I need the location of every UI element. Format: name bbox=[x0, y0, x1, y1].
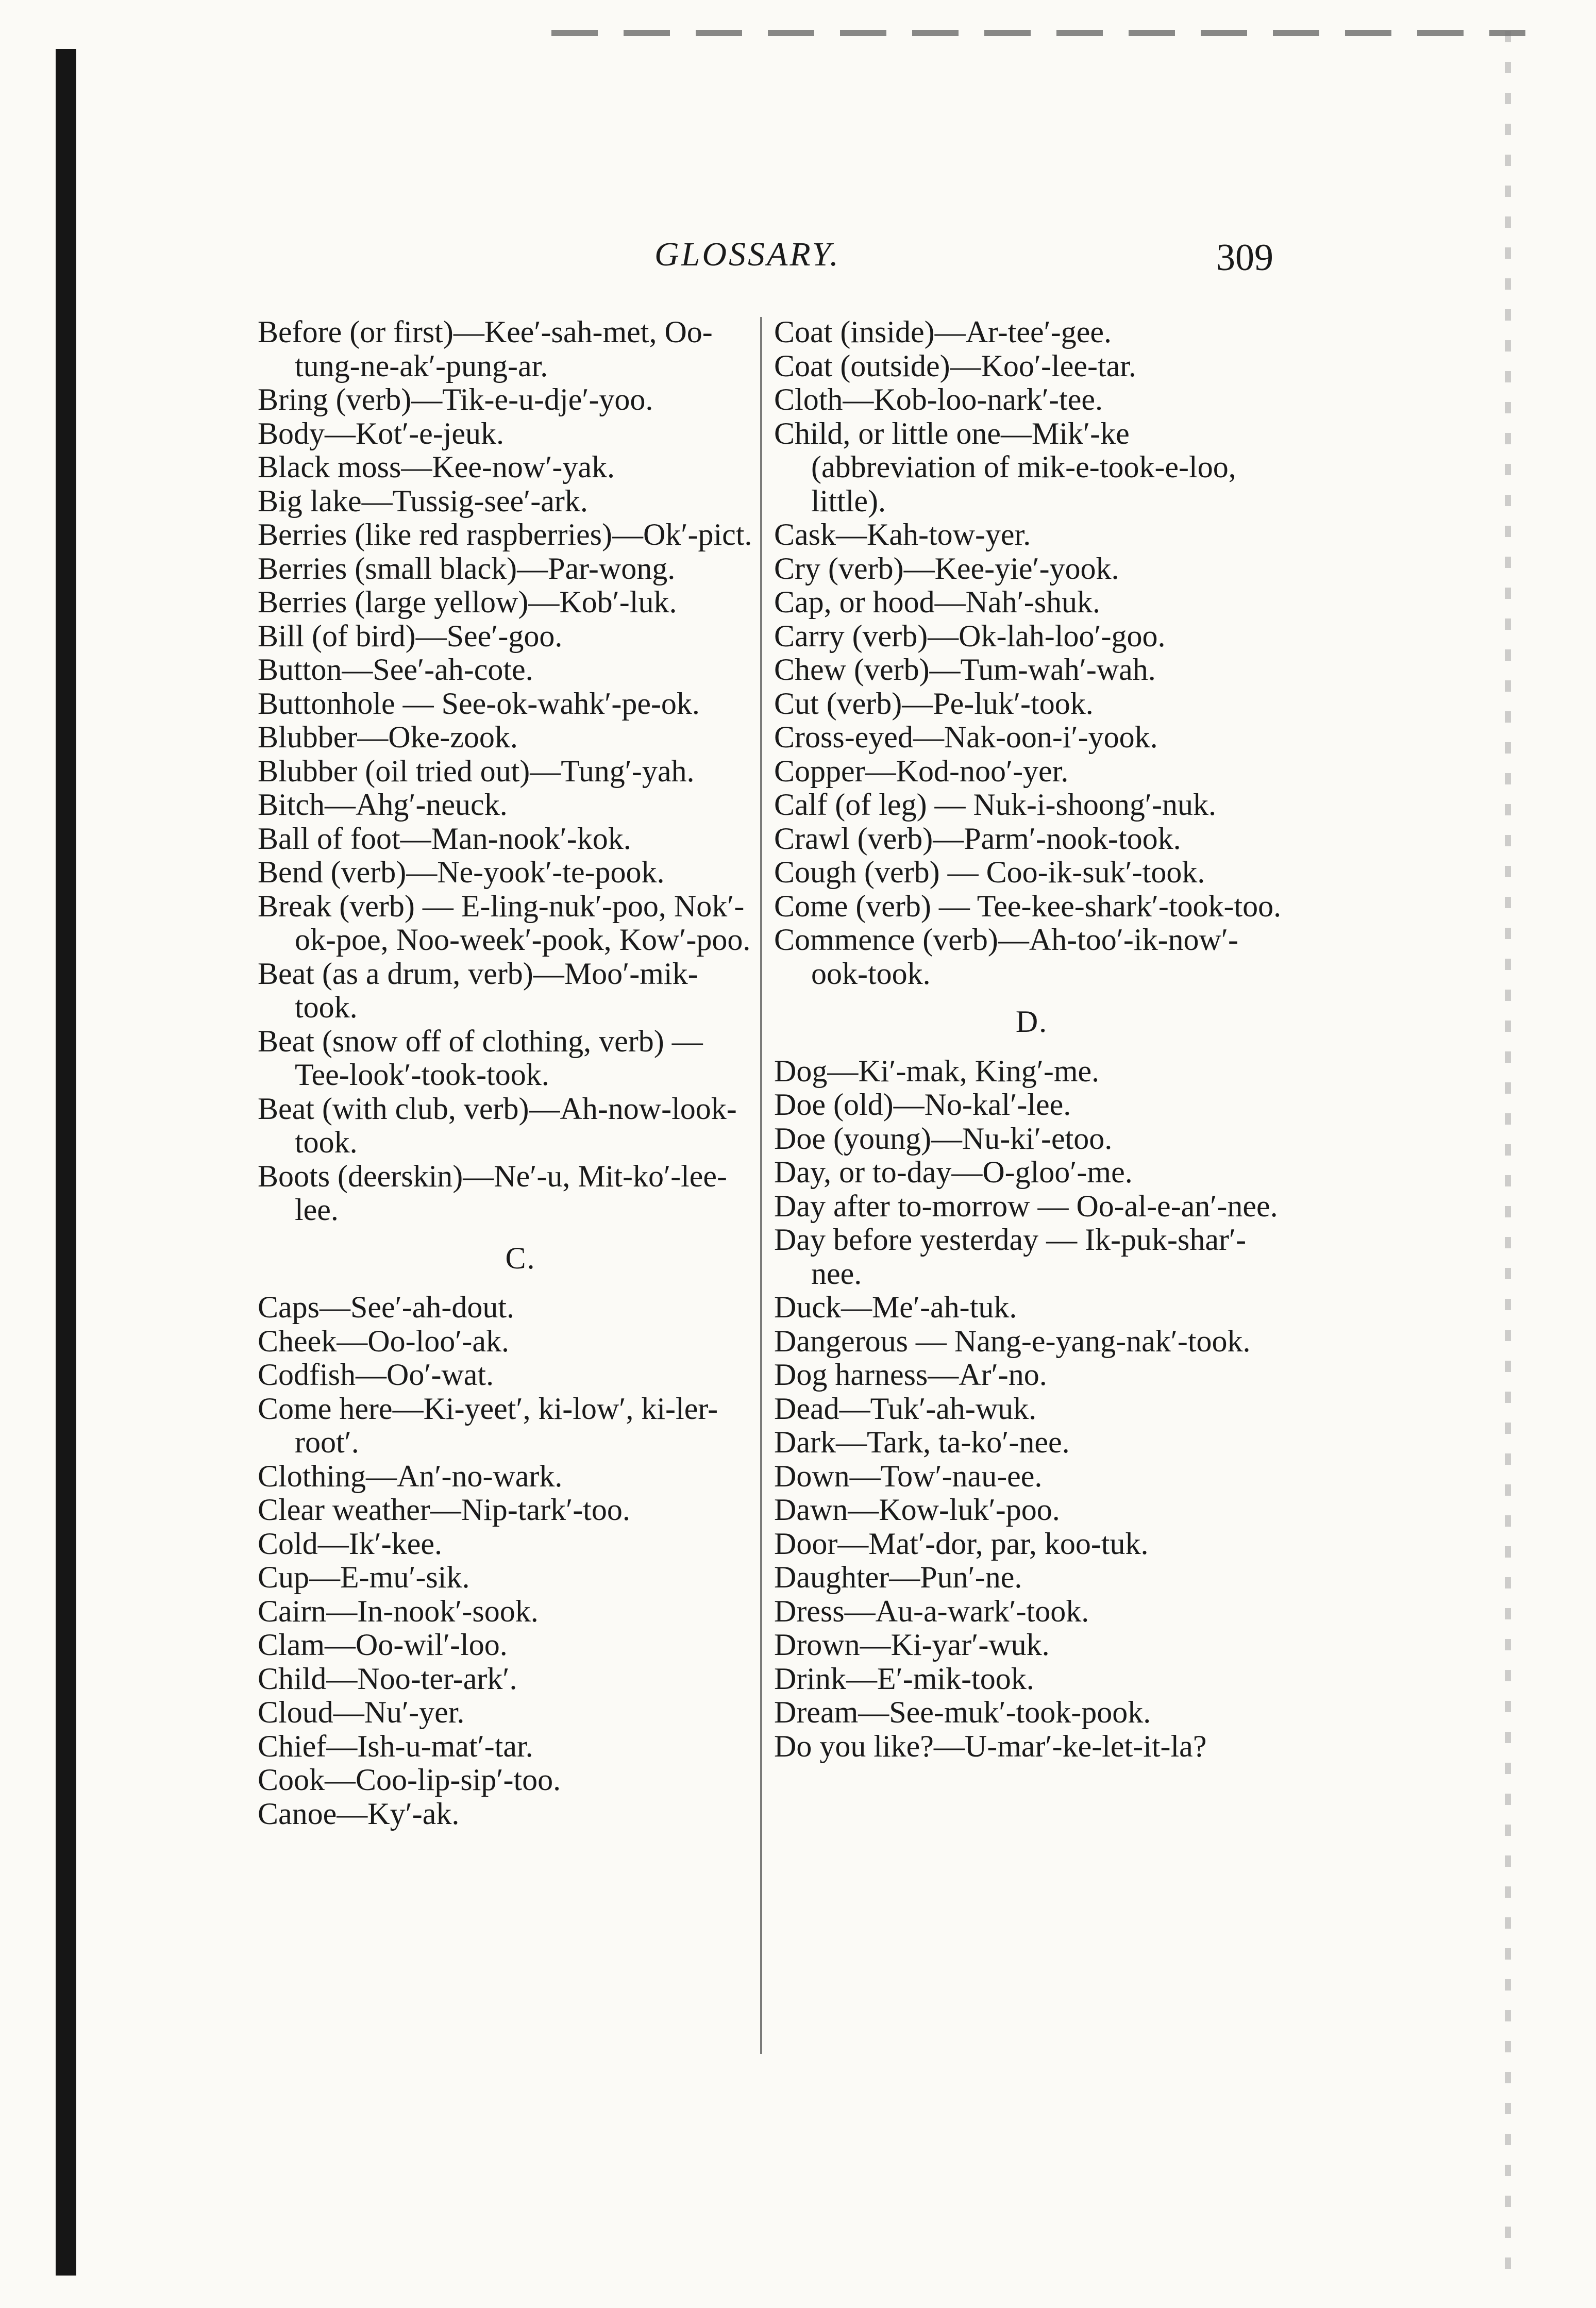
glossary-entry: Cask—Kah-tow-yer. bbox=[774, 517, 1031, 551]
glossary-entry: Clam—Oo-wil′-loo. bbox=[258, 1628, 508, 1662]
glossary-entry: Cook—Coo-lip-sip′-too. bbox=[258, 1763, 561, 1797]
glossary-entry: Cairn—In-nook′-sook. bbox=[258, 1594, 539, 1628]
glossary-entry: Calf (of leg) — Nuk-i-shoong′-nuk. bbox=[774, 788, 1216, 822]
glossary-entry: Down—Tow′-nau-ee. bbox=[774, 1459, 1043, 1493]
glossary-entry: Dangerous — Nang-e-yang-nak′-took. bbox=[774, 1324, 1251, 1358]
glossary-entry: Ball of foot—Man-nook′-kok. bbox=[258, 821, 631, 856]
glossary-entry: Beat (with club, verb)—Ah-now-look-took. bbox=[258, 1091, 737, 1159]
right-column bbox=[774, 315, 1284, 1763]
glossary-entry: Dark—Tark, ta-ko′-nee. bbox=[774, 1425, 1070, 1459]
glossary-entry: Bitch—Ahg′-neuck. bbox=[258, 788, 508, 822]
glossary-entry: Carry (verb)—Ok-lah-loo′-goo. bbox=[774, 618, 1166, 653]
glossary-entry: Break (verb) — E-ling-nuk′-poo, Nok′-ok-poe, Noo-week′-pook, Kow′-poo. bbox=[258, 889, 751, 957]
glossary-entry: Commence (verb)—Ah-too′-ik-now′-ook-took. bbox=[774, 923, 1238, 991]
glossary-entry: Dress—Au-a-wark′-took. bbox=[774, 1594, 1089, 1628]
glossary-entry: Come (verb) — Tee-kee-shark′-took-too. bbox=[774, 889, 1282, 923]
glossary-entry: Clear weather—Nip-tark′-too. bbox=[258, 1493, 630, 1527]
glossary-entry: Cold—Ik′-kee. bbox=[258, 1526, 443, 1561]
glossary-entry: Dog—Ki′-mak, King′-me. bbox=[774, 1053, 1100, 1088]
glossary-entry: Cut (verb)—Pe-luk′-took. bbox=[774, 686, 1094, 721]
glossary-entry: Copper—Kod-noo′-yer. bbox=[774, 754, 1069, 788]
glossary-entry: Day after to-morrow — Oo-al-e-an′-nee. bbox=[774, 1189, 1278, 1223]
glossary-entry: Clothing—An′-no-wark. bbox=[258, 1459, 563, 1493]
glossary-entry: Cross-eyed—Nak-oon-i′-yook. bbox=[774, 720, 1158, 754]
glossary-entry: Berries (small black)—Par-wong. bbox=[258, 551, 676, 586]
glossary-entry: Doe (young)—Nu-ki′-etoo. bbox=[774, 1121, 1113, 1156]
section-heading-c: C. bbox=[505, 1241, 536, 1275]
glossary-entry: Blubber (oil tried out)—Tung′-yah. bbox=[258, 754, 695, 788]
glossary-entry: Do you like?—U-mar′-ke-let-it-la? bbox=[774, 1729, 1207, 1763]
top-edge-rule bbox=[551, 30, 1525, 36]
glossary-entry: Berries (like red raspberries)—Ok′-pict. bbox=[258, 517, 752, 551]
glossary-entry: Dream—See-muk′-took-pook. bbox=[774, 1695, 1151, 1729]
glossary-entry: Caps—See′-ah-dout. bbox=[258, 1290, 515, 1324]
page-header-title: GLOSSARY. bbox=[654, 236, 841, 273]
glossary-entry: Day, or to-day—O-gloo′-me. bbox=[774, 1155, 1133, 1189]
glossary-entry: Canoe—Ky′-ak. bbox=[258, 1796, 460, 1831]
glossary-entry: Bill (of bird)—See′-goo. bbox=[258, 618, 563, 653]
glossary-entry: Coat (outside)—Koo′-lee-tar. bbox=[774, 348, 1136, 383]
glossary-entry: Doe (old)—No-kal′-lee. bbox=[774, 1088, 1071, 1122]
glossary-entry: Come here—Ki-yeet′, ki-low′, ki-ler-root′. bbox=[258, 1391, 718, 1459]
glossary-entry: Black moss—Kee-now′-yak. bbox=[258, 450, 615, 484]
glossary-entry: Door—Mat′-dor, par, koo-tuk. bbox=[774, 1526, 1149, 1561]
glossary-entry: Cap, or hood—Nah′-shuk. bbox=[774, 585, 1101, 619]
glossary-entry: Chief—Ish-u-mat′-tar. bbox=[258, 1729, 533, 1763]
glossary-entry: Codfish—Oo′-wat. bbox=[258, 1358, 494, 1392]
glossary-entry: Big lake—Tussig-see′-ark. bbox=[258, 483, 588, 518]
glossary-entry: Beat (snow off of clothing, verb) —Tee-look′-took-took. bbox=[258, 1024, 703, 1092]
glossary-entry: Button—See′-ah-cote. bbox=[258, 653, 533, 687]
glossary-entry: Berries (large yellow)—Kob′-luk. bbox=[258, 585, 677, 619]
section-heading-d: D. bbox=[1015, 1005, 1048, 1039]
glossary-entry: Drink—E′-mik-took. bbox=[774, 1661, 1034, 1696]
glossary-entry: Cough (verb) — Coo-ik-suk′-took. bbox=[774, 855, 1205, 889]
glossary-entry: Day before yesterday — Ik-puk-shar′-nee. bbox=[774, 1223, 1247, 1291]
glossary-entry: Child—Noo-ter-ark′. bbox=[258, 1661, 517, 1696]
glossary-entry: Bend (verb)—Ne-yook′-te-pook. bbox=[258, 855, 665, 889]
column-divider bbox=[760, 317, 762, 2054]
glossary-entry: Crawl (verb)—Parm′-nook-took. bbox=[774, 821, 1181, 856]
glossary-entry: Cry (verb)—Kee-yie′-yook. bbox=[774, 551, 1119, 586]
glossary-entry: Cloud—Nu′-yer. bbox=[258, 1695, 465, 1729]
glossary-entry: Before (or first)—Kee′-sah-met, Oo-tung-ne-ak′-pung-ar. bbox=[258, 315, 713, 383]
right-page-edge bbox=[1505, 31, 1511, 2288]
glossary-entry: Cloth—Kob-loo-nark′-tee. bbox=[774, 382, 1103, 416]
glossary-entry: Body—Kot′-e-jeuk. bbox=[258, 416, 505, 450]
glossary-entry: Beat (as a drum, verb)—Moo′-mik-took. bbox=[258, 956, 698, 1024]
glossary-entry: Drown—Ki-yar′-wuk. bbox=[774, 1628, 1050, 1662]
page-number: 309 bbox=[1216, 237, 1273, 279]
book-binding-edge bbox=[56, 49, 76, 2276]
glossary-entry: Dog harness—Ar′-no. bbox=[774, 1358, 1047, 1392]
glossary-entry: Dead—Tuk′-ah-wuk. bbox=[774, 1391, 1037, 1426]
glossary-entry: Cup—E-mu′-sik. bbox=[258, 1560, 470, 1594]
left-column bbox=[258, 315, 752, 1831]
glossary-entry: Coat (inside)—Ar-tee′-gee. bbox=[774, 315, 1112, 349]
glossary-entry: Buttonhole — See-ok-wahk′-pe-ok. bbox=[258, 686, 700, 721]
glossary-entry: Duck—Me′-ah-tuk. bbox=[774, 1290, 1017, 1324]
glossary-entry: Child, or little one—Mik′-ke (abbreviation of mik-e-took-e-loo, little). bbox=[774, 416, 1236, 518]
glossary-entry: Boots (deerskin)—Ne′-u, Mit-ko′-lee-lee. bbox=[258, 1159, 728, 1227]
glossary-entry: Dawn—Kow-luk′-poo. bbox=[774, 1493, 1060, 1527]
glossary-entry: Cheek—Oo-loo′-ak. bbox=[258, 1324, 509, 1358]
glossary-entry: Bring (verb)—Tik-e-u-dje′-yoo. bbox=[258, 382, 653, 416]
glossary-entry: Chew (verb)—Tum-wah′-wah. bbox=[774, 653, 1156, 687]
glossary-entry: Daughter—Pun′-ne. bbox=[774, 1560, 1022, 1594]
glossary-entry: Blubber—Oke-zook. bbox=[258, 720, 518, 754]
